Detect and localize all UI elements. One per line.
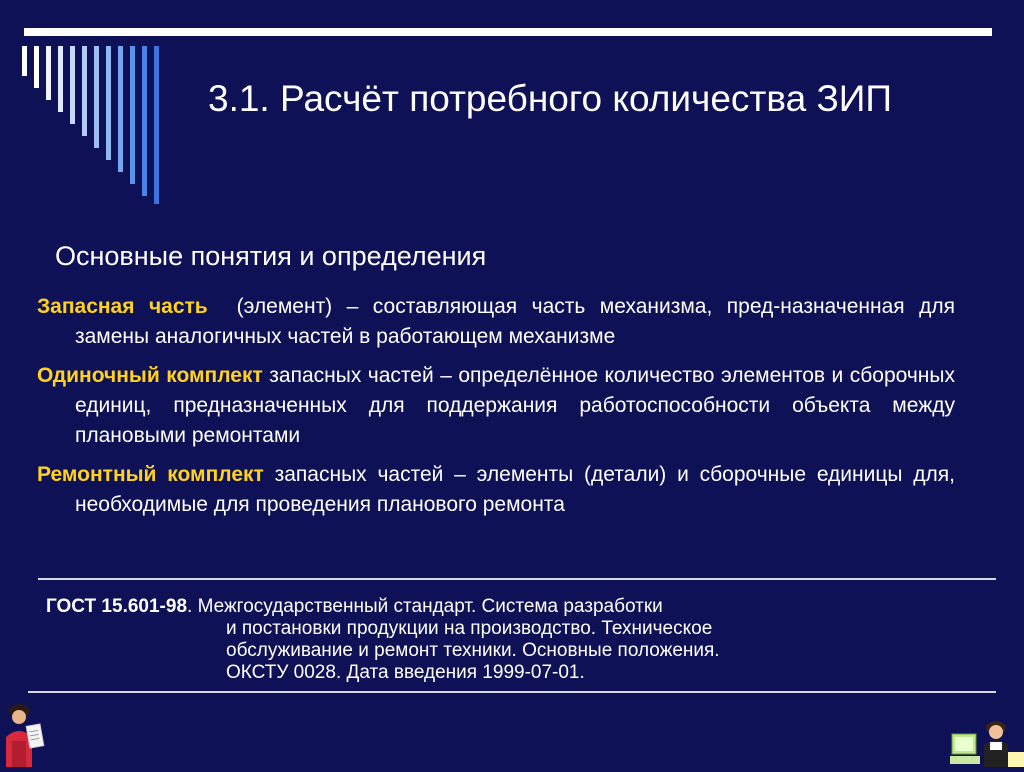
decor-bar	[46, 46, 51, 100]
decor-bar	[34, 46, 39, 88]
definition-item	[37, 361, 955, 451]
definition-term: Ремонтный комплект	[37, 463, 264, 486]
slide-title: 3.1. Расчёт потребного количества ЗИП	[208, 78, 892, 119]
decor-bar	[106, 46, 111, 160]
gost-id: ГОСТ 15.601-98	[46, 596, 188, 617]
decor-bar	[70, 46, 75, 124]
decor-bar	[58, 46, 63, 112]
decor-bars	[22, 36, 172, 206]
person-at-computer-icon	[950, 712, 1024, 767]
person-reading-paper-icon	[0, 697, 60, 767]
definition-text: запасных частей – определённое количество элементов и сборочных единиц, предназначенных для поддержания работоспособности объекта между плановыми ремонтами	[75, 364, 955, 447]
definition-term: Запасная часть	[37, 295, 208, 318]
decor-bar	[142, 46, 147, 196]
gost-line	[46, 596, 720, 618]
slide-subtitle: Основные понятия и определения	[55, 241, 487, 271]
decor-bar	[130, 46, 135, 184]
decor-bar	[154, 46, 159, 204]
decor-bar	[94, 46, 99, 148]
decor-bar	[22, 46, 27, 76]
divider-top	[38, 578, 996, 580]
gost-text: . Межгосударственный стандарт. Система разработки	[187, 596, 663, 617]
divider-bottom	[28, 691, 996, 693]
top-decor-line	[24, 28, 992, 36]
definition-item	[37, 460, 955, 520]
decor-bar	[118, 46, 123, 172]
definition-item	[37, 292, 955, 352]
definition-text: (элемент) – составляющая часть механизма, пред-назначенная для замены аналогичных частей в работающем механизме	[75, 295, 955, 348]
gost-line: и постановки продукции на производство. Техническое	[226, 618, 713, 639]
gost-line: ОКСТУ 0028. Дата введения 1999-07-01.	[226, 662, 585, 683]
gost-reference	[46, 596, 720, 684]
definition-term: Одиночный комплект	[37, 364, 263, 387]
gost-line: обслуживание и ремонт техники. Основные положения.	[226, 640, 720, 661]
definitions-list	[37, 292, 955, 529]
definition-text: запасных частей – элементы (детали) и сборочные единицы для, необходимые для проведения планового ремонта	[75, 463, 955, 516]
decor-bar	[82, 46, 87, 136]
